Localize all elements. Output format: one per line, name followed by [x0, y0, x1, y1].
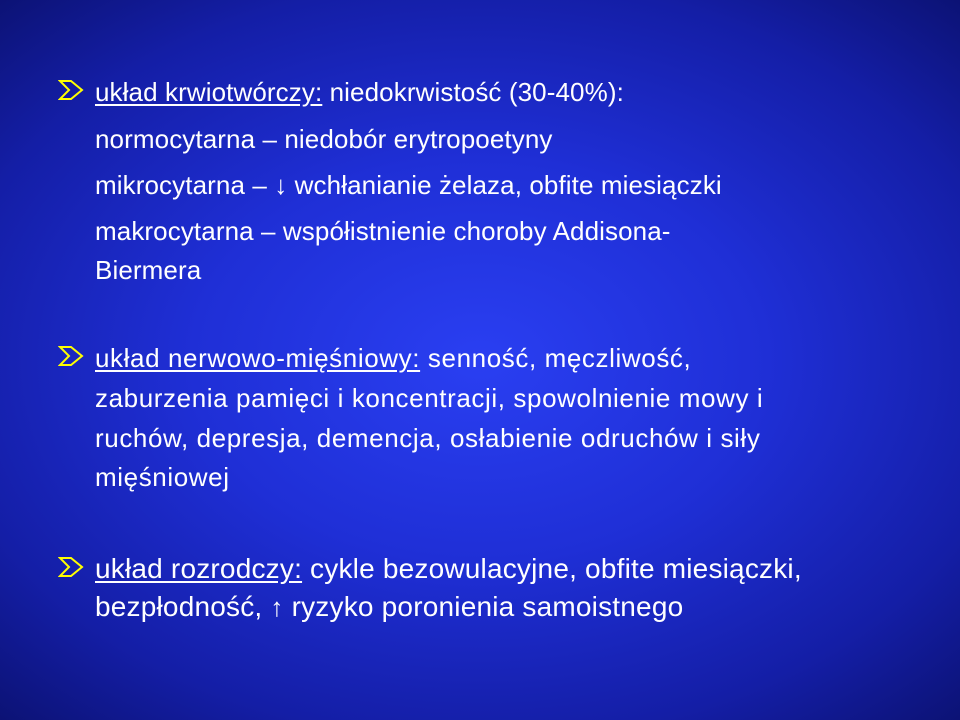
bullet-text: wchłanianie żelaza, obfite miesiączki [294, 170, 722, 200]
bullet-heading: układ nerwowo-mięśniowy: [95, 343, 421, 373]
bullet-line [95, 553, 802, 585]
down-arrow-icon: ↓ [274, 170, 288, 200]
bullet-text: cykle bezowulacyjne, obfite miesiączki, [310, 553, 802, 584]
bullet-text: bezpłodność, [95, 591, 263, 622]
bullet-line: ruchów, depresja, demencja, osłabienie odruchów i siły [95, 423, 761, 453]
bullet-line [95, 76, 624, 108]
bullet-line [95, 342, 691, 374]
bullet-text: niedokrwistość (30-40%): [329, 77, 624, 107]
bullet-line [95, 591, 683, 623]
bullet-text: mikrocytarna – [95, 170, 267, 200]
bullet-line: makrocytarna – współistnienie choroby Addisona- [95, 216, 671, 246]
bullet-heading: układ rozrodczy: [95, 553, 303, 584]
bullet-line: zaburzenia pamięci i koncentracji, spowolnienie mowy i [95, 383, 764, 413]
bullet-heading: układ krwiotwórczy: [95, 77, 323, 107]
bullet-text: senność, męczliwość, [427, 343, 692, 373]
bullet-line: normocytarna – niedobór erytropoetyny [95, 124, 553, 154]
bullet-line: Biermera [95, 255, 202, 285]
bullet-text: ryzyko poronienia samoistnego [291, 591, 684, 622]
bullet-line [95, 169, 722, 201]
chevron-arrow-icon [58, 78, 86, 102]
chevron-arrow-icon [58, 555, 86, 579]
up-arrow-icon: ↑ [270, 592, 284, 622]
bullet-line: mięśniowej [95, 462, 230, 492]
chevron-arrow-icon [58, 344, 86, 368]
